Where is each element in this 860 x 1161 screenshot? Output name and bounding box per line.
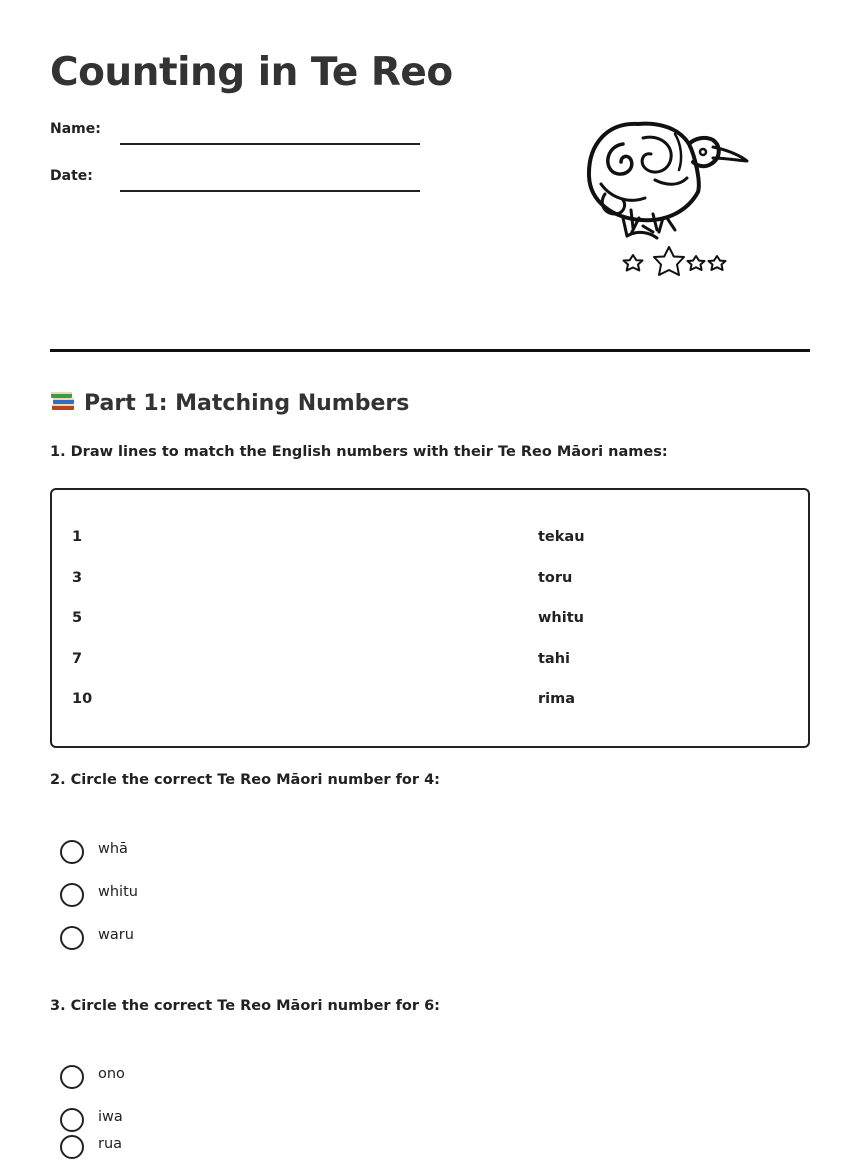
- name-field: [50, 121, 420, 151]
- option-label: ono: [98, 1066, 125, 1082]
- date-input-line[interactable]: [120, 190, 420, 192]
- match-word[interactable]: tekau: [538, 529, 585, 545]
- question-3-option: [60, 1065, 360, 1091]
- matching-box: [50, 488, 810, 748]
- name-input-line[interactable]: [120, 143, 420, 145]
- option-label: rua: [98, 1136, 123, 1152]
- question-2-prompt: 2. Circle the correct Te Reo Māori number for 4:: [50, 772, 440, 788]
- question-3-option: [60, 1135, 360, 1161]
- option-label: whitu: [98, 884, 138, 900]
- match-number[interactable]: 10: [72, 691, 93, 707]
- radio-circle[interactable]: [60, 926, 84, 950]
- question-3-option: [60, 1108, 360, 1134]
- name-label: Name:: [50, 121, 101, 137]
- date-field: [50, 168, 420, 198]
- match-word[interactable]: whitu: [538, 610, 584, 626]
- match-word[interactable]: toru: [538, 570, 573, 586]
- books-icon: [50, 388, 76, 414]
- match-word[interactable]: rima: [538, 691, 576, 707]
- match-number[interactable]: 7: [72, 651, 83, 667]
- radio-circle[interactable]: [60, 1065, 84, 1089]
- question-3-prompt: 3. Circle the correct Te Reo Māori number for 6:: [50, 998, 440, 1014]
- option-label: waru: [98, 927, 134, 943]
- match-number[interactable]: 5: [72, 610, 83, 626]
- radio-circle[interactable]: [60, 840, 84, 864]
- question-2-option: [60, 840, 360, 866]
- date-label: Date:: [50, 168, 93, 184]
- kiwi-bird-icon: [583, 114, 763, 289]
- section-divider: [50, 349, 810, 352]
- option-label: iwa: [98, 1109, 123, 1125]
- match-word[interactable]: tahi: [538, 651, 571, 667]
- match-number[interactable]: 1: [72, 529, 83, 545]
- question-2-option: [60, 883, 360, 909]
- radio-circle[interactable]: [60, 1135, 84, 1159]
- southern-cross-stars-icon: [624, 247, 726, 275]
- radio-circle[interactable]: [60, 1108, 84, 1132]
- question-1-prompt: 1. Draw lines to match the English numbers with their Te Reo Māori names:: [50, 444, 668, 460]
- part1-heading: [50, 388, 409, 416]
- radio-circle[interactable]: [60, 883, 84, 907]
- page-title: Counting in Te Reo: [50, 50, 453, 95]
- match-number[interactable]: 3: [72, 570, 83, 586]
- option-label: whā: [98, 841, 128, 857]
- question-2-option: [60, 926, 360, 952]
- part1-heading-text: Part 1: Matching Numbers: [84, 391, 410, 416]
